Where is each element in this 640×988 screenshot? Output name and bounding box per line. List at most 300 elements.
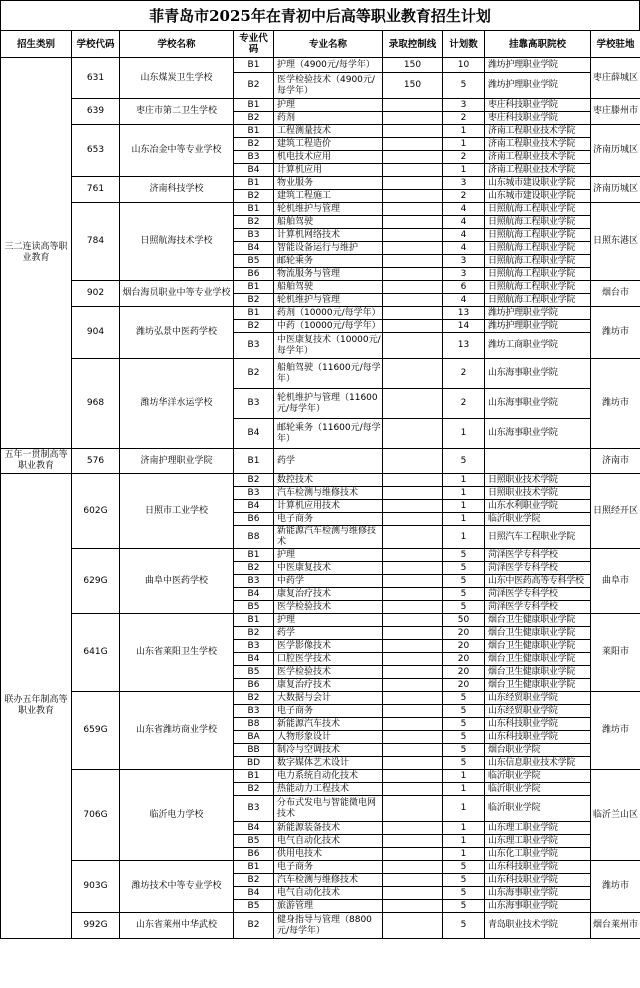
major-code-cell: B2 [234, 874, 274, 887]
admission-plan-table [0, 30, 640, 939]
major-name-cell: 建筑工程造价 [274, 138, 383, 151]
table-row [1, 58, 640, 73]
plan-count-cell: 2 [443, 389, 485, 419]
major-code-cell: B5 [234, 666, 274, 679]
college-cell: 枣庄科技职业学院 [485, 99, 591, 112]
major-code-cell: B3 [234, 389, 274, 419]
major-name-cell: 康复治疗技术 [274, 588, 383, 601]
plan-count-cell: 20 [443, 640, 485, 653]
major-name-cell: 医学检验技术（4900元/每学年） [274, 73, 383, 99]
college-cell: 日照职业技术学院 [485, 474, 591, 487]
plan-count-cell: 5 [443, 73, 485, 99]
major-code-cell: B4 [234, 164, 274, 177]
table-row [1, 549, 640, 562]
major-name-cell: 口腔医学技术 [274, 653, 383, 666]
major-code-cell: B6 [234, 268, 274, 281]
plan-count-cell: 1 [443, 164, 485, 177]
location-cell: 枣庄薛城区 [591, 58, 640, 99]
college-cell: 日照职业技术学院 [485, 487, 591, 500]
header-category: 招生类别 [1, 31, 72, 58]
college-cell: 济南工程职业技术学院 [485, 151, 591, 164]
school-name-cell: 潍坊弘景中医药学校 [120, 307, 234, 359]
admission-line-cell [383, 112, 443, 125]
college-cell: 潍坊工商职业学院 [485, 333, 591, 359]
category-cell: 五年一贯制高等职业教育 [1, 449, 72, 474]
college-cell: 菏泽医学专科学校 [485, 588, 591, 601]
header-major-name: 专业名称 [274, 31, 383, 58]
college-cell: 菏泽医学专科学校 [485, 562, 591, 575]
admission-line-cell [383, 268, 443, 281]
plan-count-cell: 5 [443, 601, 485, 614]
college-cell: 临沂职业学院 [485, 770, 591, 783]
school-name-cell: 曲阜中医药学校 [120, 549, 234, 614]
college-cell: 山东经贸职业学院 [485, 705, 591, 718]
major-name-cell: 制冷与空调技术 [274, 744, 383, 757]
admission-line-cell [383, 359, 443, 389]
college-cell: 山东理工职业学院 [485, 835, 591, 848]
admission-line-cell [383, 640, 443, 653]
table-header-row [1, 31, 640, 58]
admission-line-cell [383, 887, 443, 900]
college-cell: 日照航海工程职业学院 [485, 216, 591, 229]
plan-count-cell: 20 [443, 627, 485, 640]
major-name-cell: 邮轮乘务（11600元/每学年） [274, 419, 383, 449]
college-cell: 山东科技职业学院 [485, 874, 591, 887]
college-cell: 山东城市建设职业学院 [485, 190, 591, 203]
major-code-cell: B3 [234, 229, 274, 242]
major-name-cell: 建筑工程施工 [274, 190, 383, 203]
school-code-cell: 992G [72, 913, 120, 939]
major-name-cell: 物业服务 [274, 177, 383, 190]
admission-line-cell [383, 474, 443, 487]
major-code-cell: B2 [234, 783, 274, 796]
header-location: 学校驻地 [591, 31, 640, 58]
college-cell: 山东海事职业学院 [485, 900, 591, 913]
major-name-cell: 船舶驾驶 [274, 216, 383, 229]
admission-line-cell [383, 666, 443, 679]
school-code-cell: 576 [72, 449, 120, 474]
plan-count-cell: 1 [443, 500, 485, 513]
plan-count-cell: 1 [443, 783, 485, 796]
major-name-cell: 医学影像技术 [274, 640, 383, 653]
plan-count-cell: 2 [443, 112, 485, 125]
plan-count-cell: 4 [443, 203, 485, 216]
college-cell: 山东水利职业学院 [485, 500, 591, 513]
major-name-cell: 中药（10000元/每学年） [274, 320, 383, 333]
table-row [1, 307, 640, 320]
college-cell: 枣庄科技职业学院 [485, 112, 591, 125]
admission-line-cell [383, 757, 443, 770]
major-code-cell: B8 [234, 526, 274, 549]
plan-count-cell: 1 [443, 513, 485, 526]
plan-count-cell: 1 [443, 487, 485, 500]
major-name-cell: 供用电技术 [274, 848, 383, 861]
category-cell: 三二连读高等职业教育 [1, 58, 72, 449]
admission-line-cell [383, 99, 443, 112]
major-code-cell: B2 [234, 359, 274, 389]
admission-line-cell [383, 744, 443, 757]
major-code-cell: B3 [234, 705, 274, 718]
college-cell [485, 449, 591, 474]
major-name-cell: 汽车检测与维修技术 [274, 487, 383, 500]
major-code-cell: B3 [234, 575, 274, 588]
major-code-cell: B4 [234, 653, 274, 666]
school-code-cell: 659G [72, 692, 120, 770]
plan-count-cell: 13 [443, 333, 485, 359]
school-code-cell: 761 [72, 177, 120, 203]
major-name-cell: 电子商务 [274, 861, 383, 874]
major-name-cell: 智能设备运行与维护 [274, 242, 383, 255]
plan-count-cell: 6 [443, 281, 485, 294]
major-name-cell: 汽车检测与维修技术 [274, 874, 383, 887]
plan-count-cell: 5 [443, 757, 485, 770]
school-code-cell: 639 [72, 99, 120, 125]
major-code-cell: B1 [234, 177, 274, 190]
location-cell: 济南历城区 [591, 125, 640, 177]
plan-count-cell: 1 [443, 848, 485, 861]
major-code-cell: B5 [234, 900, 274, 913]
table-row [1, 861, 640, 874]
plan-count-cell: 1 [443, 526, 485, 549]
admission-line-cell [383, 138, 443, 151]
school-code-cell: 903G [72, 861, 120, 913]
admission-line-cell [383, 874, 443, 887]
plan-count-cell: 5 [443, 913, 485, 939]
plan-count-cell: 14 [443, 320, 485, 333]
admission-line-cell [383, 203, 443, 216]
admission-line-cell [383, 307, 443, 320]
major-name-cell: 分布式发电与智能微电网技术 [274, 796, 383, 822]
college-cell: 山东经贸职业学院 [485, 692, 591, 705]
major-name-cell: 新能源装备技术 [274, 822, 383, 835]
school-code-cell: 629G [72, 549, 120, 614]
major-code-cell: B2 [234, 562, 274, 575]
plan-count-cell: 10 [443, 58, 485, 73]
school-name-cell: 日照市工业学校 [120, 474, 234, 549]
location-cell: 曲阜市 [591, 549, 640, 614]
college-cell: 山东科技职业学院 [485, 861, 591, 874]
major-name-cell: 轮机维护与管理 [274, 203, 383, 216]
school-code-cell: 706G [72, 770, 120, 861]
plan-count-cell: 5 [443, 874, 485, 887]
header-college: 挂靠高职院校 [485, 31, 591, 58]
school-name-cell: 山东省莱阳卫生学校 [120, 614, 234, 692]
major-code-cell: B4 [234, 242, 274, 255]
major-code-cell: B1 [234, 449, 274, 474]
plan-count-cell: 3 [443, 255, 485, 268]
category-cell: 联办五年制高等职业教育 [1, 474, 72, 939]
major-code-cell: B3 [234, 151, 274, 164]
plan-count-cell: 13 [443, 307, 485, 320]
table-row [1, 281, 640, 294]
major-code-cell: B5 [234, 601, 274, 614]
major-code-cell: B8 [234, 718, 274, 731]
plan-count-cell: 5 [443, 705, 485, 718]
major-code-cell: B1 [234, 203, 274, 216]
admission-line-cell [383, 190, 443, 203]
college-cell: 青岛职业技术学院 [485, 913, 591, 939]
plan-count-cell: 5 [443, 588, 485, 601]
admission-line-cell [383, 229, 443, 242]
admission-line-cell [383, 575, 443, 588]
admission-line-cell [383, 562, 443, 575]
major-name-cell: 电气自动化技术 [274, 835, 383, 848]
school-name-cell: 山东省潍坊商业学校 [120, 692, 234, 770]
table-body [1, 58, 640, 939]
college-cell: 烟台卫生健康职业学院 [485, 627, 591, 640]
college-cell: 菏泽医学专科学校 [485, 601, 591, 614]
plan-count-cell: 3 [443, 99, 485, 112]
admission-line-cell [383, 627, 443, 640]
plan-count-cell: 4 [443, 242, 485, 255]
plan-count-cell: 5 [443, 900, 485, 913]
plan-count-cell: 5 [443, 861, 485, 874]
major-code-cell: B2 [234, 138, 274, 151]
major-name-cell: 大数据与会计 [274, 692, 383, 705]
college-cell: 日照汽车工程职业学院 [485, 526, 591, 549]
college-cell: 潍坊护理职业学院 [485, 307, 591, 320]
major-code-cell: B4 [234, 822, 274, 835]
table-row [1, 359, 640, 389]
college-cell: 烟台卫生健康职业学院 [485, 614, 591, 627]
plan-count-cell: 1 [443, 474, 485, 487]
major-code-cell: B2 [234, 320, 274, 333]
major-name-cell: 邮轮乘务 [274, 255, 383, 268]
table-row [1, 913, 640, 939]
major-code-cell: B2 [234, 913, 274, 939]
school-code-cell: 631 [72, 58, 120, 99]
plan-count-cell: 1 [443, 822, 485, 835]
college-cell: 烟台卫生健康职业学院 [485, 679, 591, 692]
major-code-cell: B1 [234, 281, 274, 294]
admission-line-cell [383, 281, 443, 294]
college-cell: 山东海事职业学院 [485, 887, 591, 900]
major-code-cell: B6 [234, 513, 274, 526]
plan-count-cell: 5 [443, 692, 485, 705]
plan-count-cell: 4 [443, 294, 485, 307]
major-name-cell: 护理（4900元/每学年） [274, 58, 383, 73]
admission-line-cell [383, 705, 443, 718]
college-cell: 日照航海工程职业学院 [485, 255, 591, 268]
college-cell: 临沂职业学院 [485, 783, 591, 796]
admission-line-cell [383, 333, 443, 359]
major-name-cell: 旅游管理 [274, 900, 383, 913]
major-code-cell: B1 [234, 614, 274, 627]
school-code-cell: 784 [72, 203, 120, 281]
admission-line-cell [383, 449, 443, 474]
plan-count-cell: 1 [443, 125, 485, 138]
college-cell: 潍坊护理职业学院 [485, 73, 591, 99]
major-code-cell: B1 [234, 861, 274, 874]
college-cell: 菏泽医学专科学校 [485, 549, 591, 562]
location-cell: 潍坊市 [591, 359, 640, 449]
school-name-cell: 日照航海技术学校 [120, 203, 234, 281]
major-code-cell: BA [234, 731, 274, 744]
major-name-cell: 药学 [274, 449, 383, 474]
school-name-cell: 临沂电力学校 [120, 770, 234, 861]
admission-line-cell [383, 125, 443, 138]
college-cell: 山东海事职业学院 [485, 419, 591, 449]
plan-count-cell: 2 [443, 190, 485, 203]
major-name-cell: 中药学 [274, 575, 383, 588]
admission-line-cell [383, 692, 443, 705]
admission-line-cell [383, 177, 443, 190]
admission-line-cell: 150 [383, 58, 443, 73]
plan-count-cell: 5 [443, 549, 485, 562]
major-name-cell: 医学检验技术 [274, 601, 383, 614]
major-code-cell: B4 [234, 887, 274, 900]
major-code-cell: B2 [234, 692, 274, 705]
admission-line-cell [383, 861, 443, 874]
plan-count-cell: 1 [443, 835, 485, 848]
location-cell: 日照经开区 [591, 474, 640, 549]
admission-line-cell [383, 796, 443, 822]
major-code-cell: B2 [234, 190, 274, 203]
major-name-cell: 电子商务 [274, 513, 383, 526]
major-name-cell: 护理 [274, 549, 383, 562]
table-row [1, 692, 640, 705]
admission-line-cell [383, 242, 443, 255]
plan-count-cell: 1 [443, 419, 485, 449]
plan-count-cell: 5 [443, 575, 485, 588]
major-name-cell: 护理 [274, 614, 383, 627]
major-name-cell: 计算机应用技术 [274, 500, 383, 513]
college-cell: 济南工程职业技术学院 [485, 125, 591, 138]
plan-count-cell: 5 [443, 562, 485, 575]
admission-line-cell [383, 770, 443, 783]
college-cell: 山东城市建设职业学院 [485, 177, 591, 190]
plan-count-cell: 5 [443, 449, 485, 474]
school-code-cell: 653 [72, 125, 120, 177]
major-code-cell: BD [234, 757, 274, 770]
major-name-cell: 电子商务 [274, 705, 383, 718]
school-name-cell: 济南科技学校 [120, 177, 234, 203]
major-code-cell: B1 [234, 549, 274, 562]
college-cell: 烟台卫生健康职业学院 [485, 666, 591, 679]
major-name-cell: 热能动力工程技术 [274, 783, 383, 796]
admission-line-cell [383, 588, 443, 601]
admission-line-cell [383, 900, 443, 913]
major-name-cell: 轮机维护与管理 [274, 294, 383, 307]
plan-count-cell: 20 [443, 653, 485, 666]
admission-line-cell [383, 835, 443, 848]
college-cell: 济南工程职业技术学院 [485, 138, 591, 151]
major-name-cell: 人物形象设计 [274, 731, 383, 744]
header-plan-count: 计划数 [443, 31, 485, 58]
admission-line-cell [383, 601, 443, 614]
major-code-cell: B1 [234, 125, 274, 138]
school-code-cell: 902 [72, 281, 120, 307]
admission-line-cell [383, 783, 443, 796]
location-cell: 潍坊市 [591, 692, 640, 770]
admission-line-cell [383, 389, 443, 419]
admission-line-cell [383, 419, 443, 449]
plan-count-cell: 5 [443, 731, 485, 744]
major-name-cell: 中医康复技术（10000元/每学年） [274, 333, 383, 359]
plan-count-cell: 5 [443, 887, 485, 900]
admission-line-cell [383, 294, 443, 307]
college-cell: 山东中医药高等专科学校 [485, 575, 591, 588]
major-code-cell: B2 [234, 112, 274, 125]
major-code-cell: B5 [234, 835, 274, 848]
admission-line-cell [383, 164, 443, 177]
admission-line-cell [383, 718, 443, 731]
college-cell: 日照航海工程职业学院 [485, 229, 591, 242]
college-cell: 潍坊护理职业学院 [485, 58, 591, 73]
major-code-cell: B3 [234, 640, 274, 653]
school-name-cell: 济南护理职业学院 [120, 449, 234, 474]
school-name-cell: 潍坊华洋水运学校 [120, 359, 234, 449]
admission-line-cell [383, 913, 443, 939]
table-row [1, 449, 640, 474]
major-name-cell: 健身指导与管理（8800元/每学年） [274, 913, 383, 939]
major-code-cell: B1 [234, 307, 274, 320]
major-name-cell: 药学 [274, 627, 383, 640]
plan-count-cell: 5 [443, 718, 485, 731]
plan-count-cell: 1 [443, 770, 485, 783]
major-code-cell: B2 [234, 474, 274, 487]
college-cell: 日照航海工程职业学院 [485, 281, 591, 294]
college-cell: 山东海事职业学院 [485, 359, 591, 389]
major-name-cell: 数字媒体艺术设计 [274, 757, 383, 770]
major-name-cell: 药剂（10000元/每学年） [274, 307, 383, 320]
location-cell: 潍坊市 [591, 307, 640, 359]
major-code-cell: BB [234, 744, 274, 757]
plan-count-cell: 2 [443, 151, 485, 164]
admission-line-cell [383, 513, 443, 526]
school-code-cell: 602G [72, 474, 120, 549]
plan-count-cell: 1 [443, 796, 485, 822]
major-code-cell: B2 [234, 216, 274, 229]
admission-line-cell [383, 500, 443, 513]
major-code-cell: B3 [234, 796, 274, 822]
major-name-cell: 船舶驾驶（11600元/每学年） [274, 359, 383, 389]
school-code-cell: 904 [72, 307, 120, 359]
location-cell: 烟台莱州市 [591, 913, 640, 939]
admission-line-cell [383, 151, 443, 164]
college-cell: 烟台卫生健康职业学院 [485, 640, 591, 653]
admission-line-cell [383, 614, 443, 627]
major-code-cell: B2 [234, 627, 274, 640]
location-cell: 济南市 [591, 449, 640, 474]
major-code-cell: B1 [234, 58, 274, 73]
major-code-cell: B1 [234, 770, 274, 783]
college-cell: 山东海事职业学院 [485, 389, 591, 419]
major-code-cell: B2 [234, 73, 274, 99]
major-name-cell: 电气自动化技术 [274, 887, 383, 900]
location-cell: 济南历城区 [591, 177, 640, 203]
major-code-cell: B3 [234, 333, 274, 359]
college-cell: 烟台卫生健康职业学院 [485, 653, 591, 666]
major-code-cell: B5 [234, 255, 274, 268]
college-cell: 山东科技职业学院 [485, 731, 591, 744]
school-name-cell: 山东煤炭卫生学校 [120, 58, 234, 99]
school-name-cell: 枣庄市第二卫生学校 [120, 99, 234, 125]
major-code-cell: B4 [234, 500, 274, 513]
major-name-cell: 药剂 [274, 112, 383, 125]
school-name-cell: 烟台海员职业中等专业学校 [120, 281, 234, 307]
major-name-cell: 中医康复技术 [274, 562, 383, 575]
location-cell: 烟台市 [591, 281, 640, 307]
table-row [1, 770, 640, 783]
major-name-cell: 轮机维护与管理（11600元/每学年） [274, 389, 383, 419]
plan-count-cell: 20 [443, 679, 485, 692]
plan-count-cell: 3 [443, 268, 485, 281]
major-name-cell: 康复治疗技术 [274, 679, 383, 692]
location-cell: 日照东港区 [591, 203, 640, 281]
table-row [1, 474, 640, 487]
table-row [1, 177, 640, 190]
